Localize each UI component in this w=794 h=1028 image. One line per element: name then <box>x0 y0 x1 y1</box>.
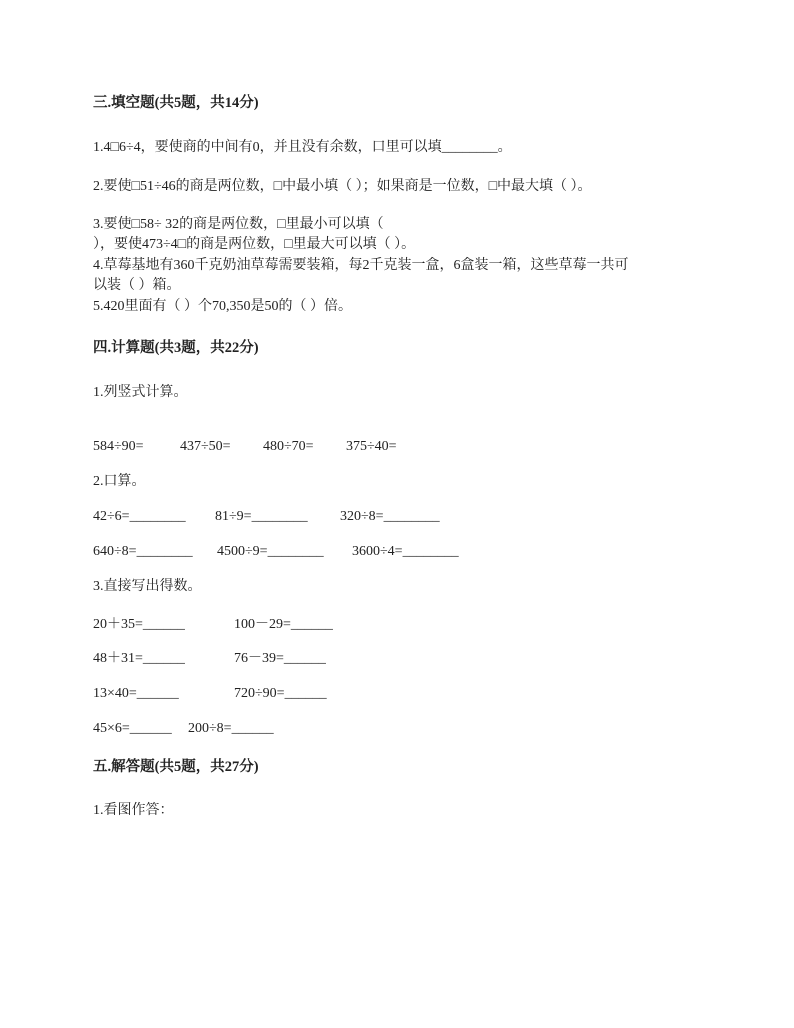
section3-heading: 三.填空题(共5题，共14分) <box>93 95 259 111</box>
section3-question-4-line2: 以装（ ）箱。 <box>93 278 181 293</box>
direct-answer-item: 76－39=______ <box>234 651 326 666</box>
section5-heading: 五.解答题(共5题，共27分) <box>93 759 259 775</box>
direct-answer-item: 200÷8=______ <box>188 721 274 736</box>
vertical-calc-item: 480÷70= <box>263 439 314 454</box>
section3-question-3-line2: ），要使473÷4□的商是两位数，□里最大可以填（ ）。 <box>93 237 416 252</box>
direct-answer-item: 100－29=______ <box>234 617 333 632</box>
direct-answer-item: 48＋31=______ <box>93 651 185 666</box>
mental-calc-item: 640÷8=________ <box>93 544 193 559</box>
mental-calc-item: 320÷8=________ <box>340 509 440 524</box>
section4-question-1-title: 1.列竖式计算。 <box>93 385 188 400</box>
direct-answer-item: 20＋35=______ <box>93 617 185 632</box>
section3-question-1: 1.4□6÷4，要使商的中间有0，并且没有余数，口里可以填________。 <box>93 140 512 155</box>
mental-calc-item: 3600÷4=________ <box>352 544 459 559</box>
section3-question-4-line1: 4.草莓基地有360千克奶油草莓需要装箱，每2千克装一盒，6盒装一箱，这些草莓一共可 <box>93 258 629 273</box>
section3-question-5: 5.420里面有（ ）个70,350是50的（ ）倍。 <box>93 299 352 314</box>
mental-calc-item: 81÷9=________ <box>215 509 308 524</box>
direct-answer-item: 13×40=______ <box>93 686 179 701</box>
vertical-calc-item: 437÷50= <box>180 439 231 454</box>
section3-question-2: 2.要使□51÷46的商是两位数，□中最小填（ ）；如果商是一位数，□中最大填（ ）。 <box>93 179 592 194</box>
section4-question-3-title: 3.直接写出得数。 <box>93 579 202 594</box>
mental-calc-item: 4500÷9=________ <box>217 544 324 559</box>
vertical-calc-item: 584÷90= <box>93 439 144 454</box>
mental-calc-item: 42÷6=________ <box>93 509 186 524</box>
section3-question-3-line1: 3.要使□58÷ 32的商是两位数，□里最小可以填（ <box>93 217 384 232</box>
direct-answer-item: 720÷90=______ <box>234 686 327 701</box>
section4-heading: 四.计算题(共3题，共22分) <box>93 340 259 356</box>
vertical-calc-item: 375÷40= <box>346 439 397 454</box>
direct-answer-item: 45×6=______ <box>93 721 172 736</box>
section4-question-2-title: 2.口算。 <box>93 474 146 489</box>
section5-question-1: 1.看图作答： <box>93 803 174 818</box>
